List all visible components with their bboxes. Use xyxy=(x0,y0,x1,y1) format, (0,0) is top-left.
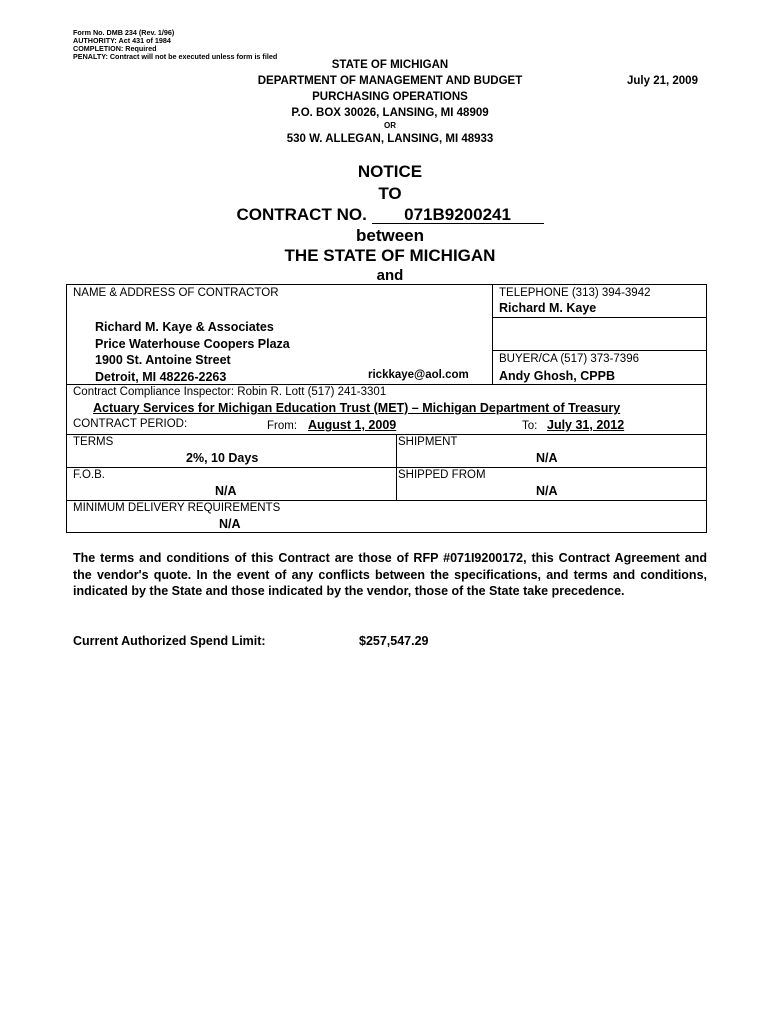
divider-fob xyxy=(67,467,707,468)
state-party: THE STATE OF MICHIGAN xyxy=(284,246,496,265)
shipment-value: N/A xyxy=(536,451,558,465)
divider-buyer xyxy=(492,350,707,351)
spend-limit-value: $257,547.29 xyxy=(359,634,429,648)
terms-label: TERMS xyxy=(73,436,114,448)
agency-department: DEPARTMENT OF MANAGEMENT AND BUDGET xyxy=(257,75,523,87)
buyer-name: Andy Ghosh, CPPB xyxy=(499,369,615,383)
form-number: Form No. DMB 234 (Rev. 1/96) xyxy=(73,28,175,37)
compliance-inspector: Contract Compliance Inspector: Robin R. Lott (517) 241-3301 xyxy=(73,386,387,398)
contractor-name: Richard M. Kaye & Associates xyxy=(95,320,274,334)
agency-division: PURCHASING OPERATIONS xyxy=(312,91,468,103)
contract-number: 071B9200241 xyxy=(372,206,544,224)
notice-title: NOTICE xyxy=(357,162,423,181)
terms-paragraph: The terms and conditions of this Contract are those of RFP #071I9200172, this Contract Agreement and the vendor's quote. In the event of any conflicts between the specifications, and terms and conditions, indicated by the State and those indicated by the vendor, those of the State take precedence. xyxy=(73,551,707,598)
authority-line: AUTHORITY: Act 431 of 1984 xyxy=(73,36,171,45)
and-text: and xyxy=(376,267,404,284)
period-to-label: To: xyxy=(522,420,538,432)
notice-to: TO xyxy=(378,184,402,203)
divider-min-delivery xyxy=(67,500,707,501)
telephone-label: TELEPHONE (313) 394-3942 xyxy=(499,287,651,299)
spend-limit-label: Current Authorized Spend Limit: xyxy=(73,634,266,648)
shipped-from-value: N/A xyxy=(536,484,558,498)
between-text: between xyxy=(355,226,425,245)
telephone-contact: Richard M. Kaye xyxy=(499,301,597,315)
penalty-line: PENALTY: Contract will not be executed unless form is filed xyxy=(73,52,278,61)
form-header xyxy=(73,29,277,61)
fob-label: F.O.B. xyxy=(73,469,105,481)
contractor-address xyxy=(95,319,290,385)
fob-value: N/A xyxy=(215,484,237,498)
period-from-date: August 1, 2009 xyxy=(308,418,397,432)
period-to-date: July 31, 2012 xyxy=(547,418,625,432)
shipped-from-label: SHIPPED FROM xyxy=(398,469,486,481)
contractor-city: Detroit, MI 48226-2263 xyxy=(95,369,227,384)
notice-date: July 21, 2009 xyxy=(627,75,698,87)
completion-line: COMPLETION: Required xyxy=(73,44,157,53)
period-from-label: From: xyxy=(267,420,298,432)
min-delivery-value: N/A xyxy=(219,517,241,531)
contract-number-label: CONTRACT NO. xyxy=(236,205,367,224)
agency-address-2: 530 W. ALLEGAN, LANSING, MI 48933 xyxy=(286,133,494,145)
min-delivery-label: MINIMUM DELIVERY REQUIREMENTS xyxy=(73,502,281,514)
divider-terms xyxy=(67,434,707,435)
contract-info-box xyxy=(66,284,707,533)
terms-value: 2%, 10 Days xyxy=(186,451,259,465)
contractor-line-2: Price Waterhouse Coopers Plaza xyxy=(95,336,290,351)
divider-telephone xyxy=(492,317,707,318)
shipment-label: SHIPMENT xyxy=(398,436,458,448)
contractor-label: NAME & ADDRESS OF CONTRACTOR xyxy=(73,287,279,299)
contract-number-line xyxy=(140,205,640,225)
agency-state: STATE OF MICHIGAN xyxy=(331,59,449,71)
contractor-email[interactable]: rickkaye@aol.com xyxy=(368,369,469,381)
contract-period-label: CONTRACT PERIOD: xyxy=(73,418,188,430)
buyer-label: BUYER/CA (517) 373-7396 xyxy=(499,353,639,365)
divider-contractor-right xyxy=(492,285,493,384)
contract-description: Actuary Services for Michigan Education Trust (MET) – Michigan Department of Treasury xyxy=(93,401,621,415)
agency-address-1: P.O. BOX 30026, LANSING, MI 48909 xyxy=(291,107,489,119)
contractor-street: 1900 St. Antoine Street xyxy=(95,353,231,367)
agency-or: OR xyxy=(384,121,396,130)
